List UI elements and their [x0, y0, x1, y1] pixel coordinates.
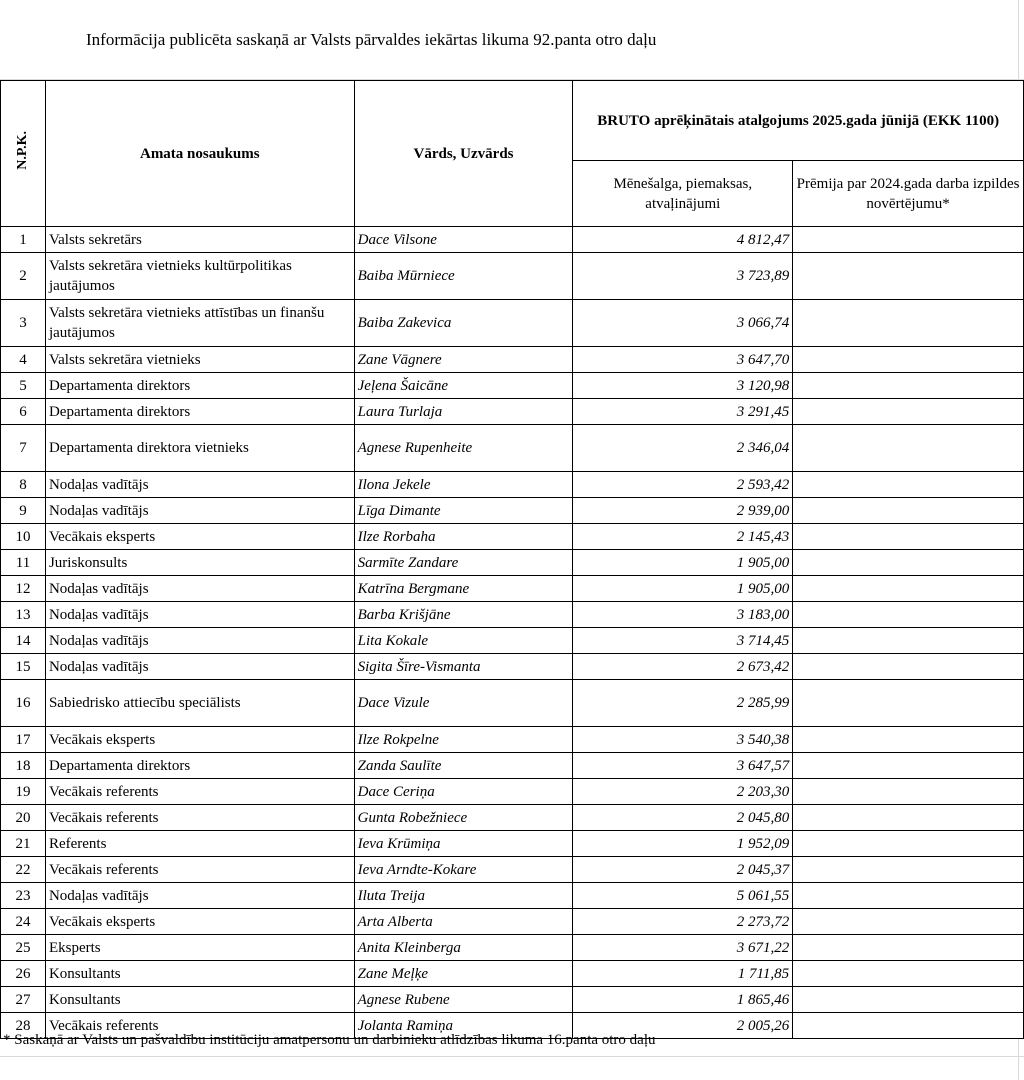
- name-cell: Sarmīte Zandare: [354, 550, 573, 576]
- table-row: [1, 524, 1024, 550]
- name-cell: Jolanta Ramiņa: [354, 1013, 573, 1039]
- bonus-cell: [793, 425, 1024, 472]
- npk-cell: 19: [1, 779, 46, 805]
- position-cell: Departamenta direktors: [45, 373, 354, 399]
- name-cell: Agnese Rubene: [354, 987, 573, 1013]
- npk-cell: 6: [1, 399, 46, 425]
- header-salary-group: BRUTO aprēķinātais atalgojums 2025.gada jūnijā (EKK 1100): [573, 81, 1024, 161]
- npk-cell: 18: [1, 753, 46, 779]
- salary-cell: 2 673,42: [573, 654, 793, 680]
- position-cell: Eksperts: [45, 935, 354, 961]
- position-cell: Nodaļas vadītājs: [45, 576, 354, 602]
- bonus-cell: [793, 300, 1024, 347]
- npk-cell: 22: [1, 857, 46, 883]
- table-row: [1, 727, 1024, 753]
- position-cell: Vecākais referents: [45, 857, 354, 883]
- header-bonus: Prēmija par 2024.gada darba izpildes novērtējumu*: [793, 161, 1024, 227]
- header-name: Vārds, Uzvārds: [354, 81, 573, 227]
- table-row: [1, 472, 1024, 498]
- npk-cell: 26: [1, 961, 46, 987]
- salary-cell: 4 812,47: [573, 227, 793, 253]
- position-cell: Vecākais referents: [45, 1013, 354, 1039]
- name-cell: Katrīna Bergmane: [354, 576, 573, 602]
- table-row: [1, 399, 1024, 425]
- npk-cell: 25: [1, 935, 46, 961]
- header-npk: N.P.K.: [1, 81, 46, 227]
- table-row: [1, 883, 1024, 909]
- name-cell: Lita Kokale: [354, 628, 573, 654]
- npk-cell: 3: [1, 300, 46, 347]
- salary-cell: 2 005,26: [573, 1013, 793, 1039]
- bonus-cell: [793, 857, 1024, 883]
- table-row: [1, 680, 1024, 727]
- salary-cell: 2 203,30: [573, 779, 793, 805]
- position-cell: Vecākais eksperts: [45, 909, 354, 935]
- table-row: [1, 300, 1024, 347]
- salary-cell: 2 273,72: [573, 909, 793, 935]
- salary-cell: 3 647,70: [573, 347, 793, 373]
- bonus-cell: [793, 399, 1024, 425]
- npk-cell: 23: [1, 883, 46, 909]
- name-cell: Līga Dimante: [354, 498, 573, 524]
- table-row: [1, 753, 1024, 779]
- name-cell: Ieva Arndte-Kokare: [354, 857, 573, 883]
- npk-cell: 20: [1, 805, 46, 831]
- name-cell: Dace Vilsone: [354, 227, 573, 253]
- table-row: [1, 857, 1024, 883]
- bonus-cell: [793, 347, 1024, 373]
- table-row: [1, 576, 1024, 602]
- name-cell: Baiba Zakevica: [354, 300, 573, 347]
- npk-cell: 9: [1, 498, 46, 524]
- name-cell: Zanda Saulīte: [354, 753, 573, 779]
- bonus-cell: [793, 987, 1024, 1013]
- name-cell: Barba Krišjāne: [354, 602, 573, 628]
- salary-cell: 2 346,04: [573, 425, 793, 472]
- bonus-cell: [793, 935, 1024, 961]
- bonus-cell: [793, 576, 1024, 602]
- bonus-cell: [793, 1013, 1024, 1039]
- page-title: Informācija publicēta saskaņā ar Valsts pārvaldes iekārtas likuma 92.panta otro daļu: [86, 30, 657, 49]
- bonus-cell: [793, 373, 1024, 399]
- position-cell: Nodaļas vadītājs: [45, 654, 354, 680]
- table-row: [1, 550, 1024, 576]
- name-cell: Ilze Rorbaha: [354, 524, 573, 550]
- position-cell: Vecākais eksperts: [45, 524, 354, 550]
- npk-cell: 16: [1, 680, 46, 727]
- table-row: [1, 498, 1024, 524]
- position-cell: Nodaļas vadītājs: [45, 498, 354, 524]
- bonus-cell: [793, 961, 1024, 987]
- bonus-cell: [793, 253, 1024, 300]
- bonus-cell: [793, 805, 1024, 831]
- table-row: [1, 961, 1024, 987]
- npk-cell: 24: [1, 909, 46, 935]
- name-cell: Gunta Robežniece: [354, 805, 573, 831]
- salary-cell: 1 905,00: [573, 576, 793, 602]
- name-cell: Laura Turlaja: [354, 399, 573, 425]
- npk-cell: 17: [1, 727, 46, 753]
- position-cell: Nodaļas vadītājs: [45, 472, 354, 498]
- npk-cell: 5: [1, 373, 46, 399]
- position-cell: Departamenta direktors: [45, 753, 354, 779]
- name-cell: Dace Vizule: [354, 680, 573, 727]
- salary-cell: 3 120,98: [573, 373, 793, 399]
- name-cell: Sigita Šīre-Vismanta: [354, 654, 573, 680]
- table-row: [1, 779, 1024, 805]
- bonus-cell: [793, 753, 1024, 779]
- position-cell: Sabiedrisko attiecību speciālists: [45, 680, 354, 727]
- position-cell: Referents: [45, 831, 354, 857]
- table-row: [1, 654, 1024, 680]
- salary-cell: 1 711,85: [573, 961, 793, 987]
- position-cell: Valsts sekretāra vietnieks kultūrpolitikas jautājumos: [45, 253, 354, 300]
- salary-cell: 2 593,42: [573, 472, 793, 498]
- salary-cell: 3 671,22: [573, 935, 793, 961]
- npk-cell: 12: [1, 576, 46, 602]
- salary-cell: 2 939,00: [573, 498, 793, 524]
- salary-cell: 2 045,80: [573, 805, 793, 831]
- position-cell: Konsultants: [45, 961, 354, 987]
- table-row: [1, 602, 1024, 628]
- npk-cell: 14: [1, 628, 46, 654]
- bonus-cell: [793, 727, 1024, 753]
- salary-cell: 5 061,55: [573, 883, 793, 909]
- bonus-cell: [793, 602, 1024, 628]
- npk-cell: 7: [1, 425, 46, 472]
- salary-cell: 2 045,37: [573, 857, 793, 883]
- table-row: [1, 935, 1024, 961]
- npk-cell: 15: [1, 654, 46, 680]
- name-cell: Zane Vāgnere: [354, 347, 573, 373]
- bonus-cell: [793, 550, 1024, 576]
- salary-table: [0, 80, 1024, 1039]
- salary-cell: 3 291,45: [573, 399, 793, 425]
- position-cell: Nodaļas vadītājs: [45, 602, 354, 628]
- salary-cell: 3 066,74: [573, 300, 793, 347]
- bonus-cell: [793, 628, 1024, 654]
- position-cell: Departamenta direktors: [45, 399, 354, 425]
- bonus-cell: [793, 909, 1024, 935]
- name-cell: Ieva Krūmiņa: [354, 831, 573, 857]
- position-cell: Vecākais eksperts: [45, 727, 354, 753]
- name-cell: Dace Ceriņa: [354, 779, 573, 805]
- sheet-gridline: [0, 1056, 1024, 1057]
- npk-cell: 1: [1, 227, 46, 253]
- table-row: [1, 253, 1024, 300]
- npk-cell: 4: [1, 347, 46, 373]
- table-row: [1, 909, 1024, 935]
- name-cell: Anita Kleinberga: [354, 935, 573, 961]
- position-cell: Nodaļas vadītājs: [45, 628, 354, 654]
- position-cell: Valsts sekretāra vietnieks attīstības un finanšu jautājumos: [45, 300, 354, 347]
- npk-cell: 8: [1, 472, 46, 498]
- salary-cell: 3 723,89: [573, 253, 793, 300]
- name-cell: Zane Meļķe: [354, 961, 573, 987]
- position-cell: Juriskonsults: [45, 550, 354, 576]
- bonus-cell: [793, 498, 1024, 524]
- salary-cell: 3 647,57: [573, 753, 793, 779]
- name-cell: Jeļena Šaicāne: [354, 373, 573, 399]
- table-row: [1, 373, 1024, 399]
- bonus-cell: [793, 654, 1024, 680]
- table-row: [1, 347, 1024, 373]
- npk-cell: 21: [1, 831, 46, 857]
- name-cell: Baiba Mūrniece: [354, 253, 573, 300]
- salary-cell: 1 865,46: [573, 987, 793, 1013]
- npk-cell: 2: [1, 253, 46, 300]
- salary-cell: 3 183,00: [573, 602, 793, 628]
- salary-cell: 2 285,99: [573, 680, 793, 727]
- npk-cell: 27: [1, 987, 46, 1013]
- name-cell: Arta Alberta: [354, 909, 573, 935]
- bonus-cell: [793, 831, 1024, 857]
- npk-cell: 11: [1, 550, 46, 576]
- name-cell: Agnese Rupenheite: [354, 425, 573, 472]
- position-cell: Vecākais referents: [45, 779, 354, 805]
- npk-cell: 28: [1, 1013, 46, 1039]
- salary-cell: 3 540,38: [573, 727, 793, 753]
- position-cell: Valsts sekretāra vietnieks: [45, 347, 354, 373]
- footnote: * Saskaņā ar Valsts un pašvaldību institūciju amatpersonu un darbinieku atlīdzības likuma 16.panta otro daļu: [3, 1032, 656, 1048]
- table-row: [1, 227, 1024, 253]
- npk-cell: 10: [1, 524, 46, 550]
- table-row: [1, 628, 1024, 654]
- position-cell: Vecākais referents: [45, 805, 354, 831]
- header-position: Amata nosaukums: [45, 81, 354, 227]
- name-cell: Iluta Treija: [354, 883, 573, 909]
- table-row: [1, 805, 1024, 831]
- position-cell: Departamenta direktora vietnieks: [45, 425, 354, 472]
- bonus-cell: [793, 472, 1024, 498]
- table-row: [1, 425, 1024, 472]
- position-cell: Valsts sekretārs: [45, 227, 354, 253]
- table-row: [1, 987, 1024, 1013]
- table-row: [1, 831, 1024, 857]
- salary-cell: 2 145,43: [573, 524, 793, 550]
- name-cell: Ilona Jekele: [354, 472, 573, 498]
- salary-cell: 3 714,45: [573, 628, 793, 654]
- salary-cell: 1 952,09: [573, 831, 793, 857]
- bonus-cell: [793, 680, 1024, 727]
- header-monthly: Mēnešalga, piemaksas, atvaļinājumi: [573, 161, 793, 227]
- bonus-cell: [793, 227, 1024, 253]
- name-cell: Ilze Rokpelne: [354, 727, 573, 753]
- bonus-cell: [793, 524, 1024, 550]
- bonus-cell: [793, 883, 1024, 909]
- salary-cell: 1 905,00: [573, 550, 793, 576]
- npk-cell: 13: [1, 602, 46, 628]
- bonus-cell: [793, 779, 1024, 805]
- position-cell: Konsultants: [45, 987, 354, 1013]
- position-cell: Nodaļas vadītājs: [45, 883, 354, 909]
